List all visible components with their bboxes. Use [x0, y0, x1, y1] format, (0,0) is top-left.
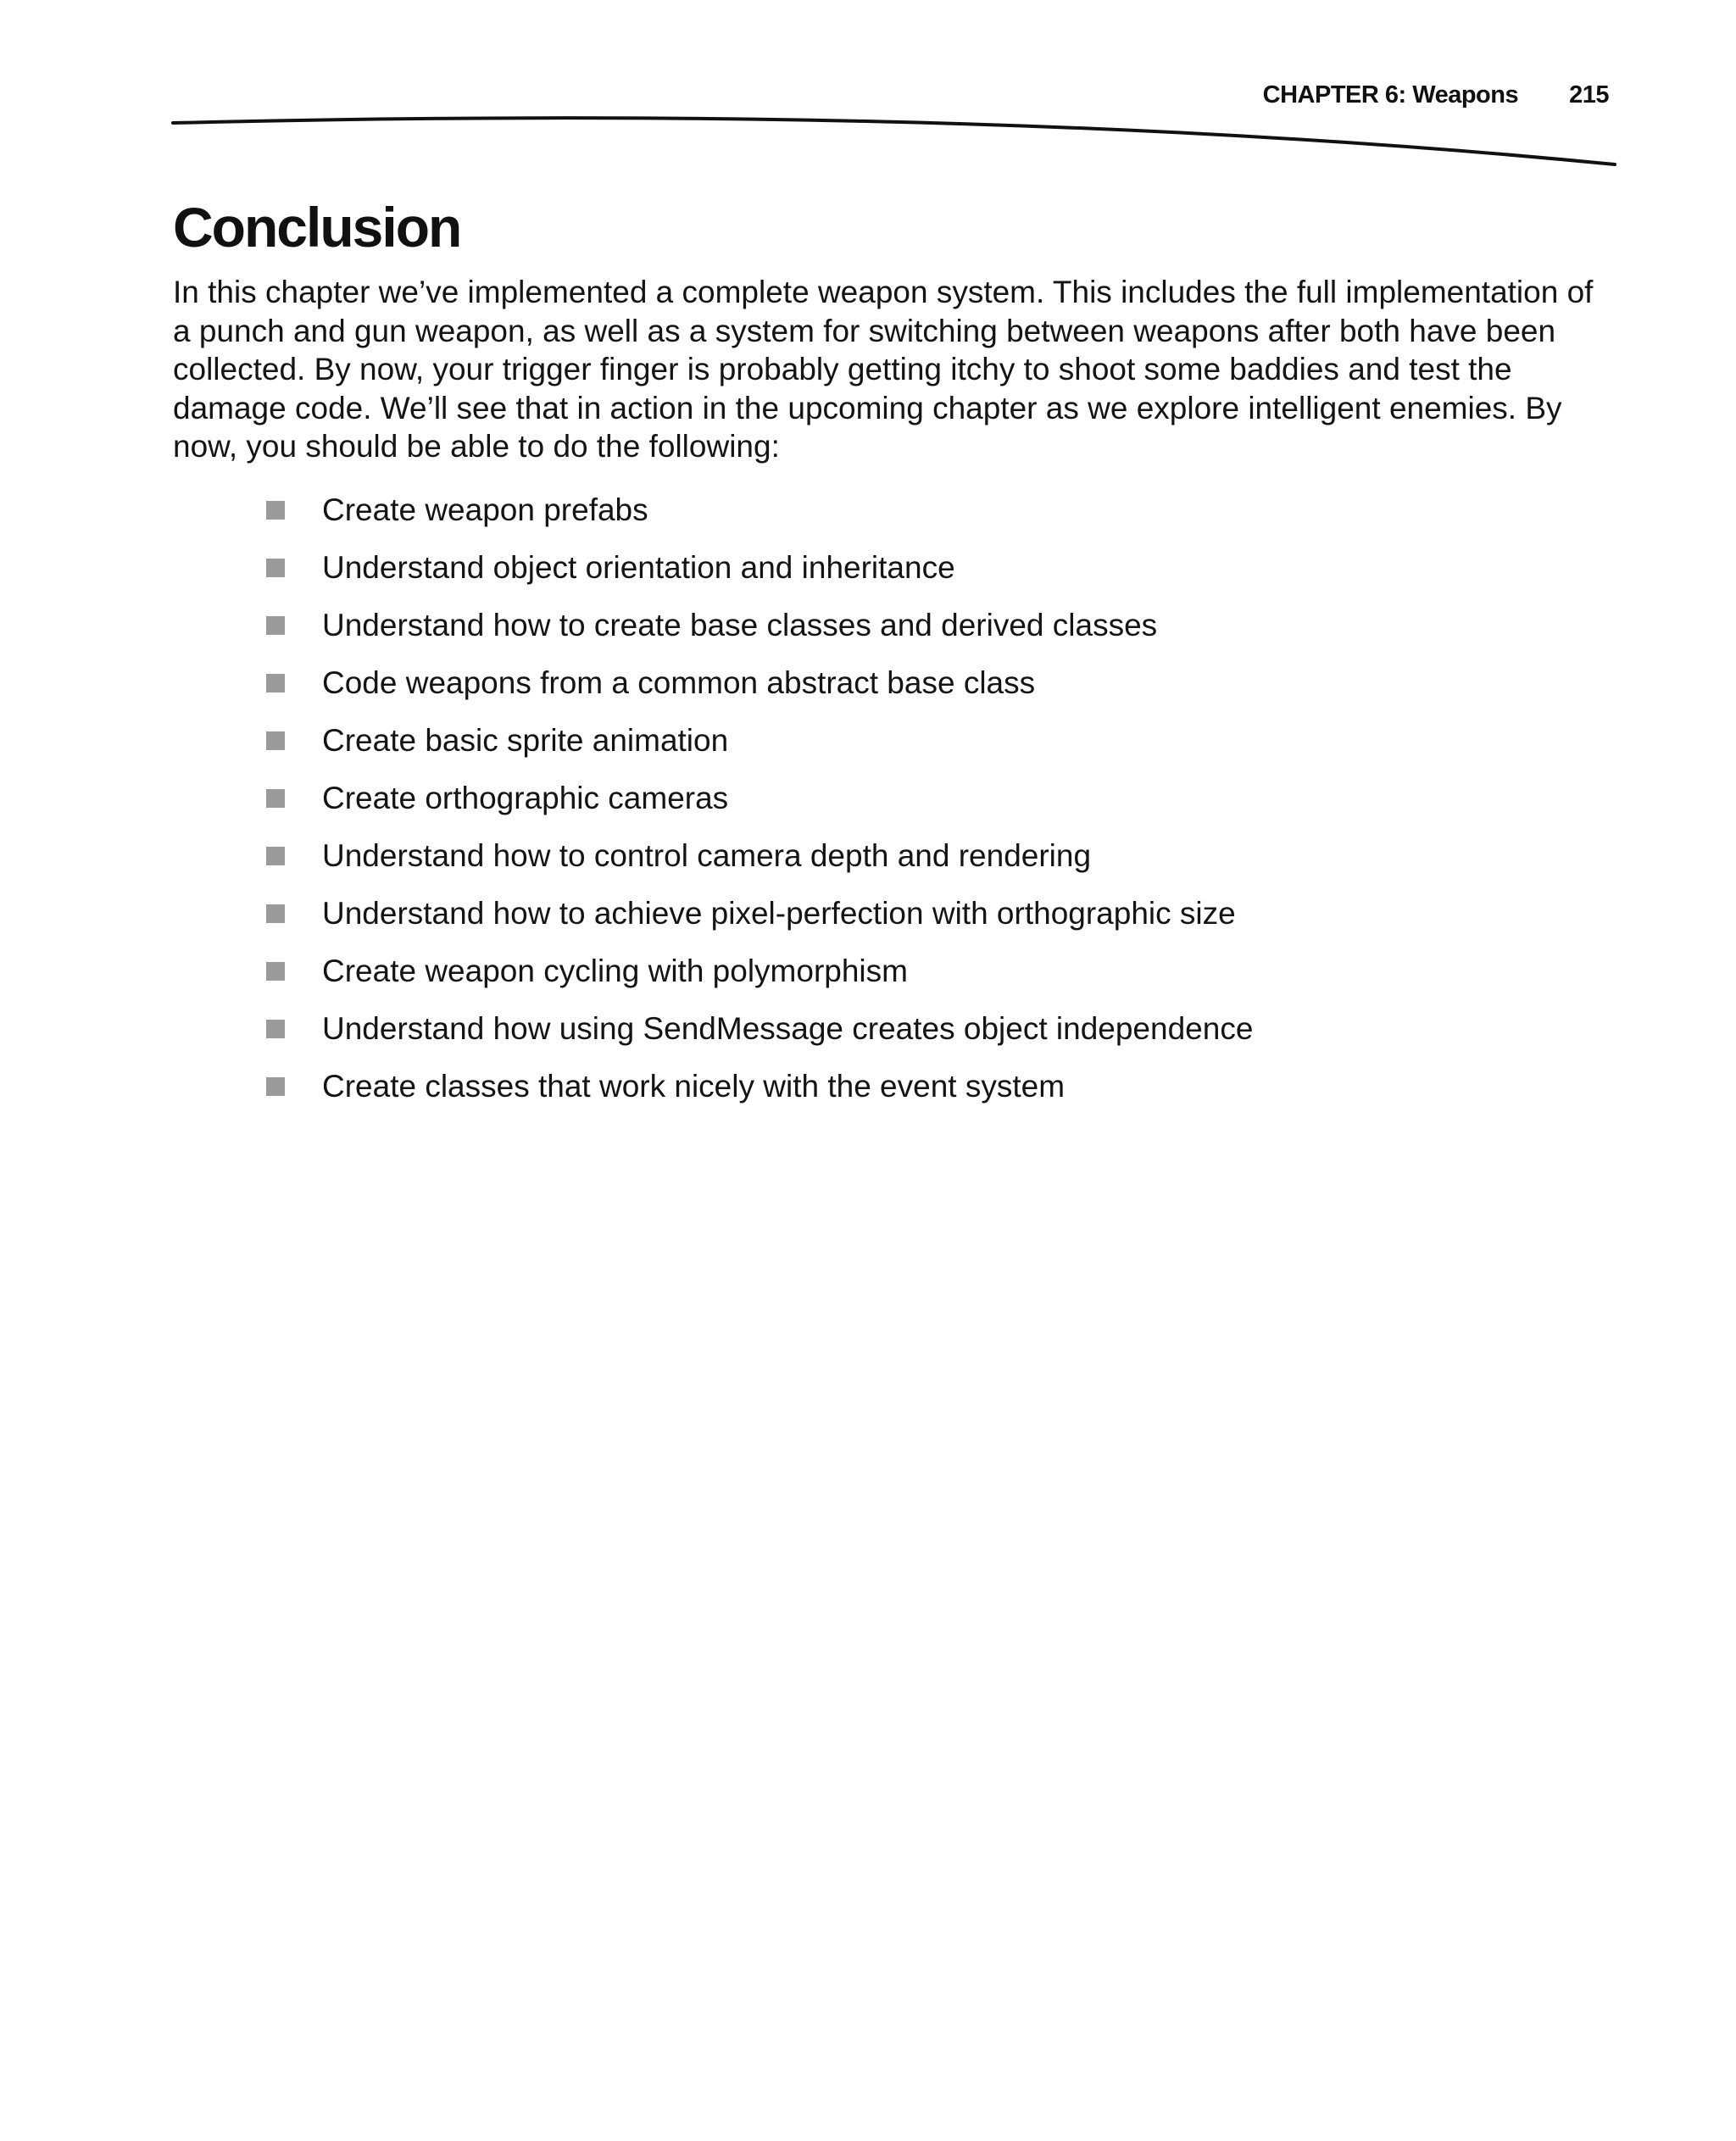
list-item-text: Understand how using SendMessage creates object independence	[322, 1011, 1254, 1046]
list-item	[266, 597, 1253, 654]
list-item	[266, 943, 1253, 1000]
list-item-text: Understand object orientation and inheritance	[322, 550, 955, 585]
bullet-square-icon	[266, 904, 285, 923]
list-item	[266, 1000, 1253, 1058]
list-item-text: Understand how to control camera depth and rendering	[322, 838, 1092, 873]
list-item-text: Create weapon cycling with polymorphism	[322, 954, 908, 988]
bullet-square-icon	[266, 559, 285, 577]
body-paragraph: In this chapter we’ve implemented a complete weapon system. This includes the full implementation of a punch and gun weapon, as well as a system for switching between weapons after both have been collected. By now, your trigger finger is probably getting itchy to shoot some baddies and test the damage code. We’ll see that in action in the upcoming chapter as we explore intelligent enemies. By now, you should be able to do the following:	[173, 275, 1594, 464]
list-item-text: Create weapon prefabs	[322, 492, 648, 527]
header-swoosh-rule	[0, 0, 1736, 186]
bullet-square-icon	[266, 731, 285, 750]
bullet-square-icon	[266, 962, 285, 981]
summary-bullet-list	[266, 481, 1253, 1115]
bullet-square-icon	[266, 674, 285, 692]
bullet-square-icon	[266, 616, 285, 635]
list-item	[266, 712, 1253, 770]
list-item	[266, 827, 1253, 885]
bullet-square-icon	[266, 1077, 285, 1096]
list-item	[266, 1058, 1253, 1115]
section-title: Conclusion	[173, 196, 461, 259]
list-item-text: Code weapons from a common abstract base class	[322, 665, 1036, 700]
bullet-square-icon	[266, 501, 285, 520]
list-item	[266, 885, 1253, 943]
list-item	[266, 654, 1253, 712]
list-item	[266, 539, 1253, 597]
page-number: 215	[1569, 81, 1609, 108]
bullet-square-icon	[266, 847, 285, 865]
bullet-square-icon	[266, 789, 285, 808]
list-item	[266, 770, 1253, 827]
list-item-text: Understand how to create base classes and derived classes	[322, 608, 1158, 642]
list-item-text: Understand how to achieve pixel-perfection with orthographic size	[322, 896, 1236, 931]
list-item	[266, 481, 1253, 539]
bullet-square-icon	[266, 1020, 285, 1038]
list-item-text: Create orthographic cameras	[322, 781, 729, 815]
list-item-text: Create classes that work nicely with the event system	[322, 1069, 1066, 1104]
list-item-text: Create basic sprite animation	[322, 723, 729, 758]
chapter-label: CHAPTER 6: Weapons	[1262, 81, 1519, 108]
